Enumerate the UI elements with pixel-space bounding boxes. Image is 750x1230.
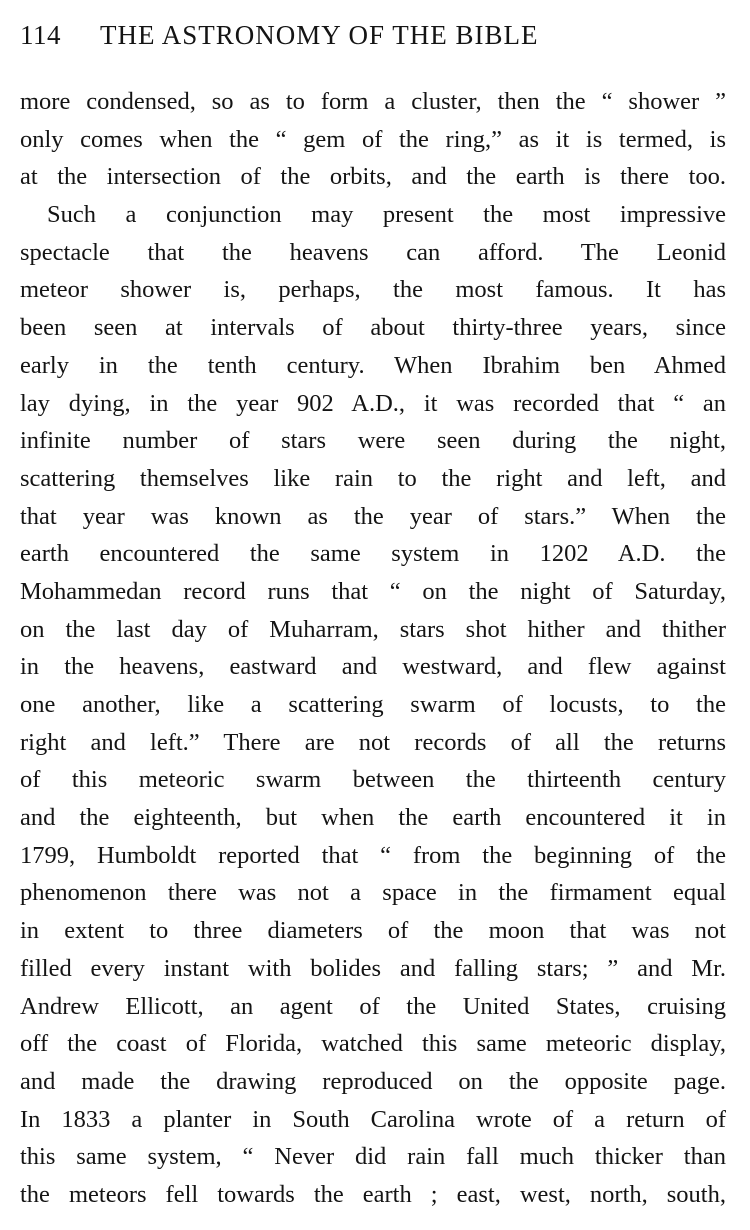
text-line: in extent to three diameters of the moon that was not xyxy=(20,917,726,945)
text-line: at the intersection of the orbits, and the earth is there too. xyxy=(20,163,726,191)
text-line: and the eighteenth, but when the earth encountered it in xyxy=(20,804,726,832)
page-number: 114 xyxy=(20,20,61,50)
text-line: off the coast of Florida, watched this same meteoric display, xyxy=(20,1030,726,1058)
text-line: filled every instant with bolides and falling stars; ” and Mr. xyxy=(20,954,726,982)
text-line: of this meteoric swarm between the thirteenth century xyxy=(20,766,726,794)
text-line: infinite number of stars were seen during the night, xyxy=(20,427,726,455)
text-line: the meteors fell towards the earth ; east, west, north, south, xyxy=(20,1180,726,1208)
text-line: spectacle that the heavens can afford. The Leonid xyxy=(20,238,726,266)
text-line: lay dying, in the year 902 A.D., it was recorded that “ an xyxy=(20,389,726,417)
text-line: Such a conjunction may present the most impressive xyxy=(47,201,726,229)
text-line: more condensed, so as to form a cluster, then the “ shower ” xyxy=(20,88,726,115)
text-line: earth encountered the same system in 1202 A.D. the xyxy=(20,540,726,568)
text-line: only comes when the “ gem of the ring,” as it is termed, is xyxy=(20,125,726,153)
running-head xyxy=(20,20,726,60)
text-line: In 1833 a planter in South Carolina wrote of a return of xyxy=(20,1105,726,1133)
running-title: THE ASTRONOMY OF THE BIBLE xyxy=(100,20,539,50)
body-text xyxy=(20,83,726,1214)
text-line: Mohammedan record runs that “ on the night of Saturday, xyxy=(20,577,726,605)
text-line: this same system, “ Never did rain fall much thicker than xyxy=(20,1143,726,1171)
text-line: on the last day of Muharram, stars shot hither and thither xyxy=(20,615,726,643)
text-line: in the heavens, eastward and westward, and flew against xyxy=(20,653,726,681)
text-line: that year was known as the year of stars.” When the xyxy=(20,502,726,530)
text-line: right and left.” There are not records of all the returns xyxy=(20,728,726,756)
text-line: Andrew Ellicott, an agent of the United States, cruising xyxy=(20,992,726,1020)
text-line: meteor shower is, perhaps, the most famous. It has xyxy=(20,276,726,304)
book-page xyxy=(20,20,726,1214)
text-line: been seen at intervals of about thirty-three years, since xyxy=(20,314,726,342)
text-line: early in the tenth century. When Ibrahim ben Ahmed xyxy=(20,351,726,379)
text-line: one another, like a scattering swarm of locusts, to the xyxy=(20,691,726,718)
text-line: scattering themselves like rain to the right and left, and xyxy=(20,464,726,492)
text-line: phenomenon there was not a space in the firmament equal xyxy=(20,879,726,907)
text-line: and made the drawing reproduced on the opposite page. xyxy=(20,1067,726,1095)
text-line: 1799, Humboldt reported that “ from the beginning of the xyxy=(20,841,726,869)
